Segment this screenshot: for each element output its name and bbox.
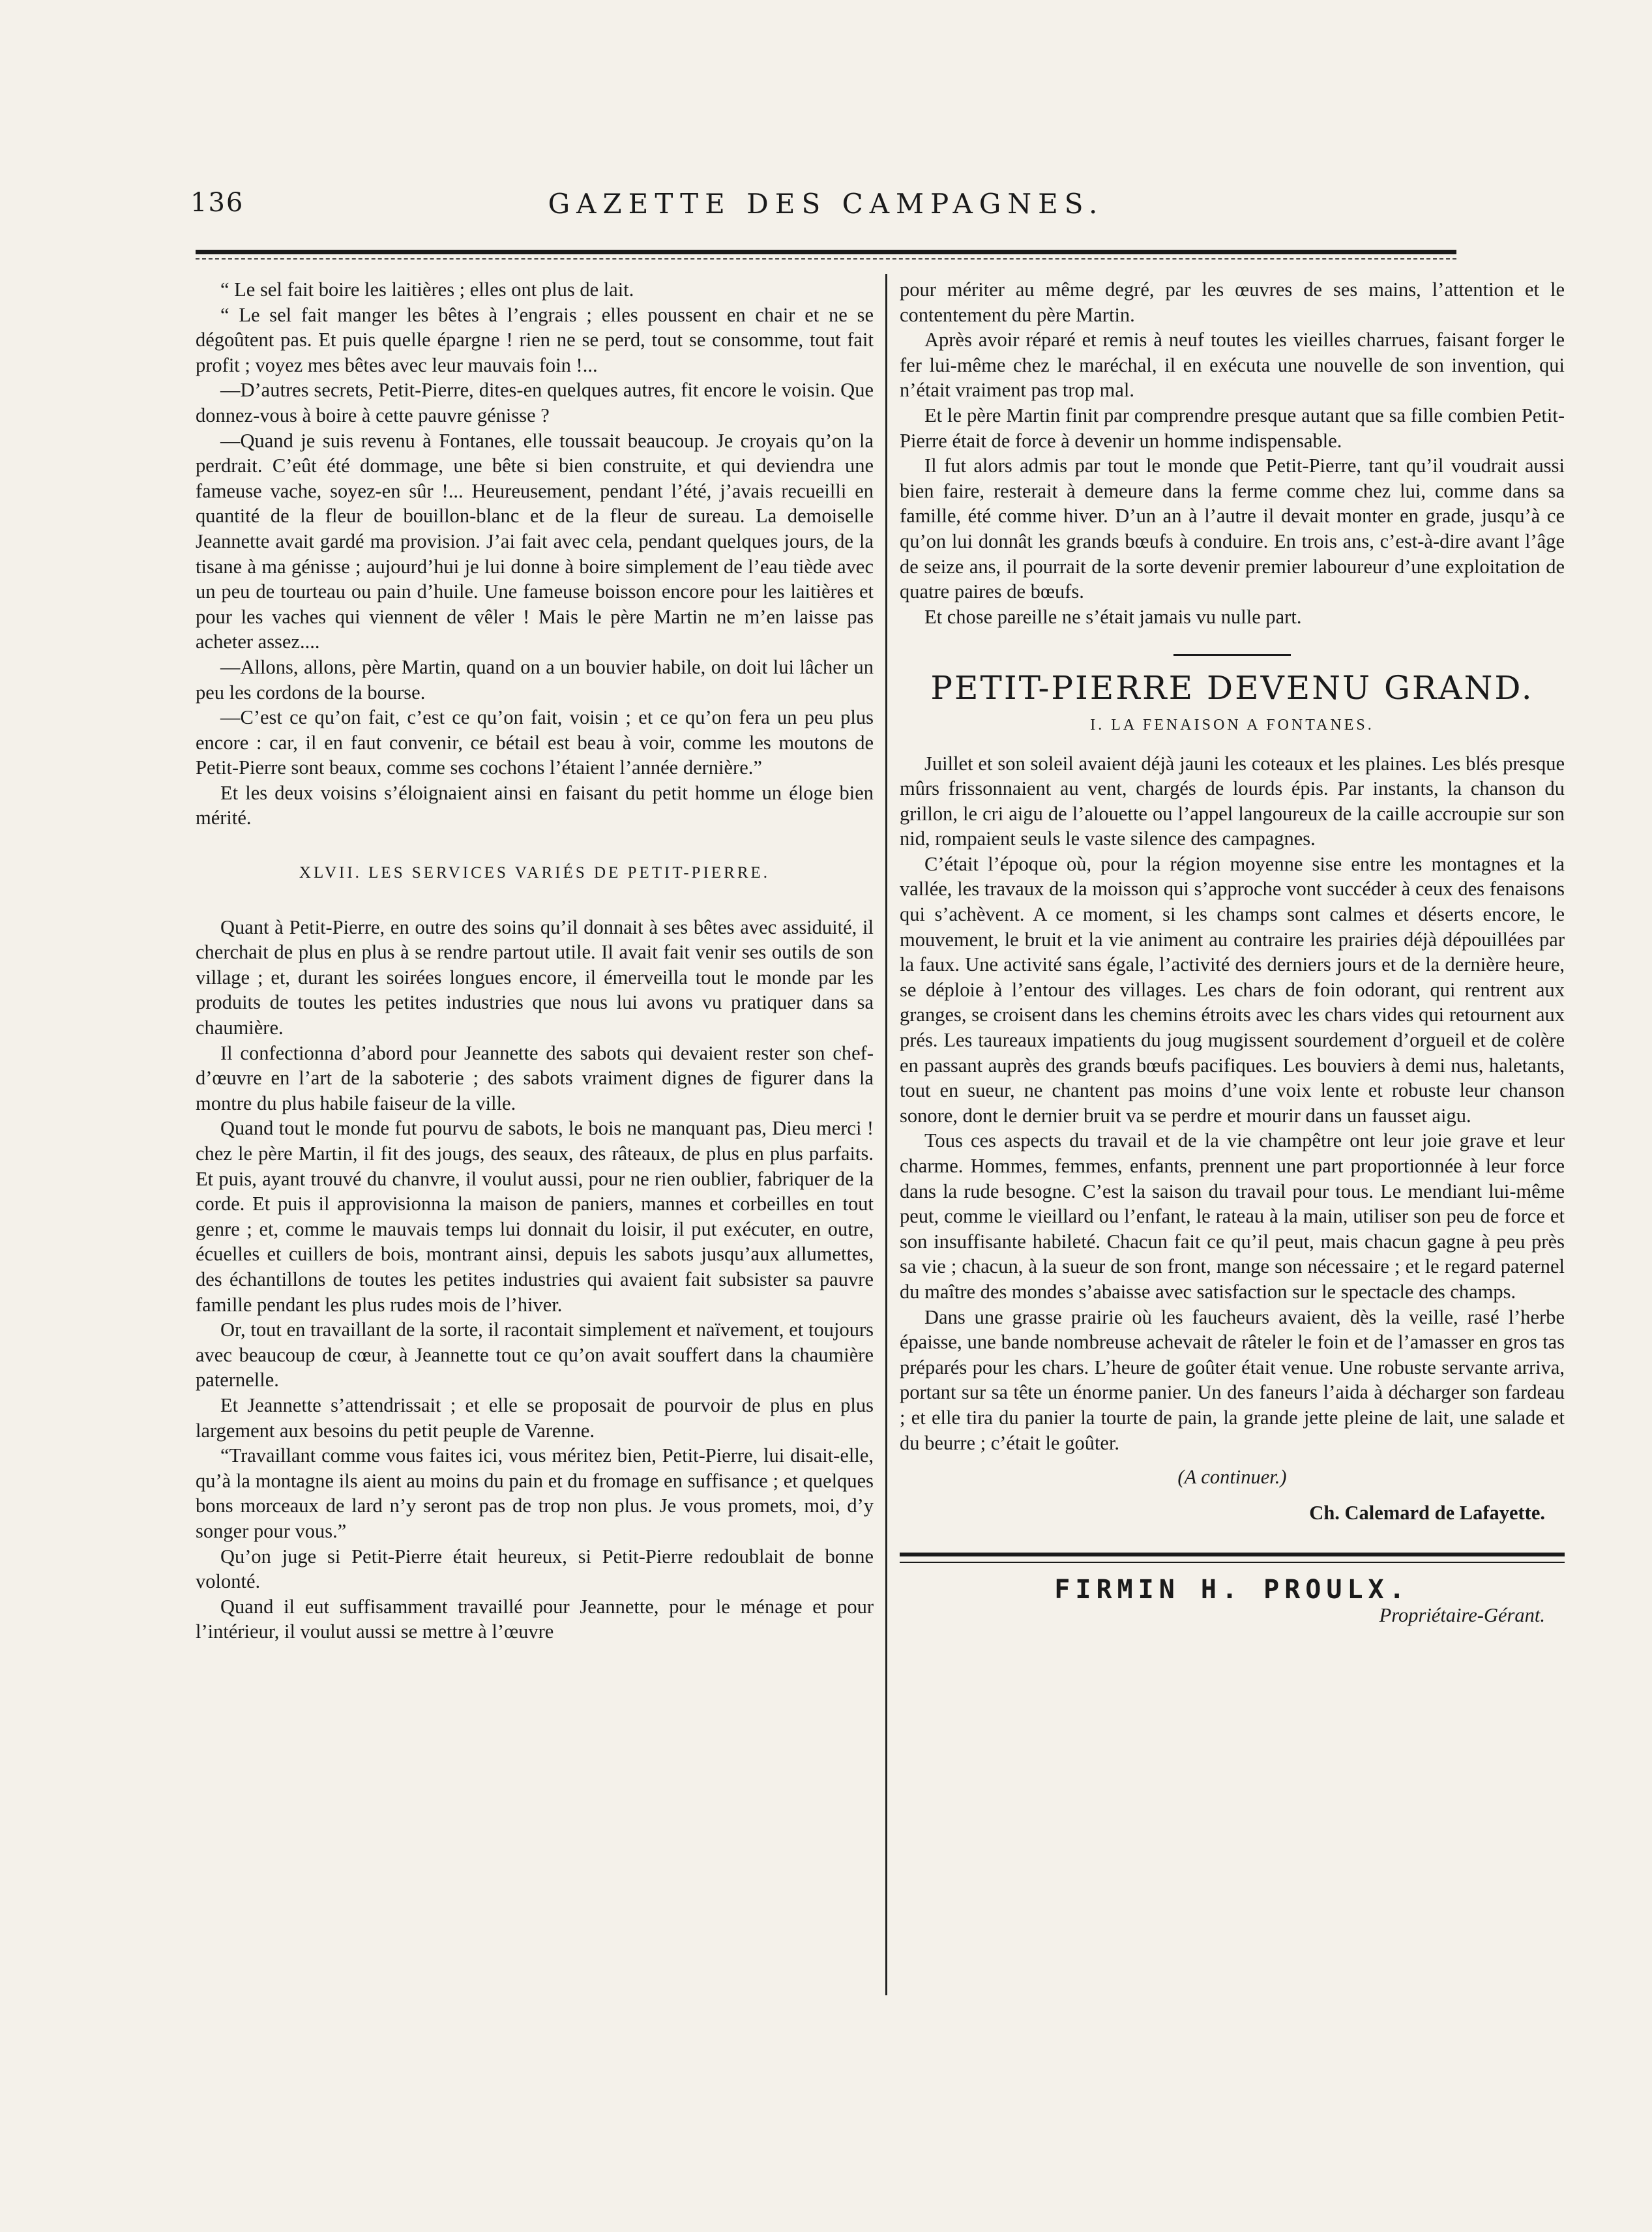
- header-rule: [196, 250, 1456, 254]
- left-paragraph-8: Quant à Petit-Pierre, en outre des soins qu’il donnait à ses bêtes avec assiduité, il cherchait de plus en plus à se rendre partout utile. Il avait fait venir ses outils de son village ; et, durant les soirées longues encore, il émerveilla tout le monde par les produits de toutes les petites industries que nous lui avons vu pratiquer dans sa chaumière.: [196, 915, 874, 1039]
- right-paragraph-2: Après avoir réparé et remis à neuf toutes les vieilles charrues, faisant forger le fer lui-même chez le maréchal, il en exécuta une nouvelle de son invention, qui n’était vraiment pas trop mal.: [900, 329, 1565, 402]
- right-paragraph-5: Et chose pareille ne s’était jamais vu nulle part.: [924, 605, 1302, 628]
- left-paragraph-15: Quand il eut suffisamment travaillé pour Jeannette, pour le ménage et pour l’intérieur, il voulut aussi se mettre à l’œuvre: [196, 1595, 874, 1643]
- header-rule-dashed: [196, 258, 1456, 260]
- left-paragraph-2: “ Le sel fait manger les bêtes à l’engrais ; elles poussent en chair et ne se dégoûtent pas. Et puis quelle épargne ! rien ne se perd, tout se consomme, tout fait profit ; voyez mes bêtes avec leur mauvais foin !...: [196, 303, 874, 376]
- right-paragraph-9: Dans une grasse prairie où les faucheurs avaient, dès la veille, rasé l’herbe épaisse, une bande nombreuse achevait de râteler le foin et de l’amasser en gros tas préparés pour les chars. L’heure de goûter était venue. Une robuste servante arriva, portant sur sa tête un énorme panier. Un des faneurs l’aida à décharger son fardeau ; et elle tira du panier la tourte de pain, la grande jette pleine de lait, une salade et du beurre ; c’était le goûter.: [900, 1305, 1565, 1454]
- right-paragraph-3: Et le père Martin finit par comprendre presque autant que sa fille combien Petit-Pierre était de force à devenir un homme indispensable.: [900, 404, 1565, 452]
- left-paragraph-13: “Travaillant comme vous faites ici, vous méritez bien, Petit-Pierre, lui disait-elle, qu’à la montagne ils aient au moins du pain et du fromage en suffisance ; et quelques bons morceaux de lard n’y seront pas de trop non plus. Je vous promets, moi, d’y songer pour vous.”: [196, 1444, 874, 1542]
- right-paragraph-8: Tous ces aspects du travail et de la vie champêtre ont leur joie grave et leur charme. Hommes, femmes, enfants, prennent une part proportionnée à leur force dans la rude besogne. C’est la saison du travail pour tous. Le mendiant lui-même peut, comme le vieillard ou l’enfant, le rateau à la main, utiliser son peu de force et son insuffisante habileté. Chacun fait ce qu’il peut, mais chacun gagne à peu près sa vie ; chacun, à la sueur de son front, mange son nécessaire ; et le regard paternel du maître des mondes s’abaisse avec satisfaction sur le spectacle des champs.: [900, 1129, 1565, 1303]
- author-signature: Ch. Calemard de Lafayette.: [1309, 1501, 1545, 1524]
- title-rule: [1173, 654, 1291, 656]
- left-paragraph-3: —D’autres secrets, Petit-Pierre, dites-en quelques autres, fit encore le voisin. Que donnez-vous à boire à cette pauvre génisse ?: [196, 379, 874, 426]
- right-paragraph-4: Il fut alors admis par tout le monde que Petit-Pierre, tant qu’il voudrait aussi bien faire, resterait à demeure dans la ferme comme chez lui, comme dans sa famille, été comme hiver. D’un an à l’autre il devait monter en grade, jusqu’à ce qu’on lui donnât les grands bœufs à conduire. En trois ans, c’est-à-dire avant l’âge de seize ans, il pourrait de la sorte devenir premier laboureur d’une exploitation de quatre paires de bœufs.: [900, 454, 1565, 603]
- right-paragraph-6: Juillet et son soleil avaient déjà jauni les coteaux et les plaines. Les blés presque mûrs frissonnaient au vent, chargés de lourds épis. Par instants, la chanson du grillon, le cri aigu de l’alouette ou l’appel langoureux de la caille accroupie sur son nid, rompaient seuls le vaste silence des campagnes.: [900, 752, 1565, 850]
- left-paragraph-11: Or, tout en travaillant de la sorte, il racontait simplement et naïvement, et toujours avec beaucoup de cœur, à Jeannette tout ce qu’on avait souffert dans la chaumière paternelle.: [196, 1318, 874, 1391]
- left-paragraph-1: “ Le sel fait boire les laitières ; elles ont plus de lait.: [220, 278, 634, 301]
- proprietor-role: Propriétaire-Gérant.: [1379, 1603, 1545, 1626]
- running-title: GAZETTE DES CAMPAGNES.: [548, 188, 1104, 220]
- footer-rule-thin: [900, 1562, 1565, 1563]
- page-number: 136: [190, 188, 244, 218]
- right-paragraph-7: C’était l’époque où, pour la région moyenne sise entre les montagnes et la vallée, les travaux de la moisson qui s’approche vont succéder à ceux des fenaisons qui s’achèvent. A ce moment, si les champs sont calmes et déserts encore, le mouvement, le bruit et la vie animent au contraire les prairies déjà dépouillées par la faux. Une activité sans égale, l’activité des derniers jours et de la dernière heure, se déploie à l’entour des villages. Les chars de foin odorant, qui rentrent aux granges, se croisent dans les chemins étroits avec les chars vides qui retournent aux prés. Les taureaux impatients du joug mugissent sourdement d’orgueil et de colère en passant auprès des grands bœufs pacifiques. Les bouviers à demi nus, haletants, tout en sueur, ne chantent pas moins d’une voix lente et robuste leur chanson sonore, dont le dernier bruit va se perdre et mourir dans un fausset aigu.: [900, 852, 1565, 1127]
- left-paragraph-9: Il confectionna d’abord pour Jeannette des sabots qui devaient rester son chef-d’œuvre en l’art de la saboterie ; des sabots vraiment dignes de figurer dans la montre du plus habile faiseur de la ville.: [196, 1041, 874, 1114]
- left-paragraph-4: —Quand je suis revenu à Fontanes, elle toussait beaucoup. Je croyais qu’on la perdrait. C’eût été dommage, une bête si bien construite, et qui deviendra une fameuse vache, soyez-en sûr !... Heureusement, pendant l’été, j’avais recueilli en quantité de la fleur de bouillon-blanc et de la fleur de sureau. La demoiselle Jeannette avait gardé ma provision. J’ai fait avec cela, pendant quelques jours, de la tisane à ma génisse ; aujourd’hui je lui donne à boire simplement de l’eau tiède avec un peu de tourteau ou pain d’huile. Une fameuse boisson encore pour les laitières et pour les vaches qui viennent de vêler ! Mais le père Martin ne m’en laisse pas acheter assez....: [196, 429, 874, 653]
- right-paragraph-1: pour mériter au même degré, par les œuvres de ses mains, l’attention et le contentement du père Martin.: [900, 278, 1565, 326]
- chapter-heading: I. LA FENAISON A FONTANES.: [1090, 716, 1374, 734]
- column-divider: [885, 274, 887, 1995]
- proprietor-name: FIRMIN H. PROULX.: [1054, 1575, 1410, 1605]
- left-paragraph-7: Et les deux voisins s’éloignaient ainsi en faisant du petit homme un éloge bien mérité.: [196, 781, 874, 829]
- left-paragraph-10: Quand tout le monde fut pourvu de sabots, le bois ne manquant pas, Dieu merci ! chez le père Martin, il fit des jougs, des seaux, des râteaux, de plus en plus parfaits. Et puis, ayant trouvé du chanvre, il voulut aussi, pour ne rien oublier, fabriquer de la corde. Et puis il approvisionna la maison de paniers, mannes et corbeilles en tout genre ; et, comme le mauvais temps lui donnait du loisir, il put exécuter, en outre, écuelles et cuillers de bois, montrant ainsi, depuis les sabots jusqu’aux allumettes, des échantillons de toutes les petites industries qui avaient fait subsister sa pauvre famille pendant les plus rudes mois de l’hiver.: [196, 1117, 874, 1316]
- section-heading: XLVII. LES SERVICES VARIÉS DE PETIT-PIERRE.: [299, 864, 771, 882]
- article-title: PETIT-PIERRE DEVENU GRAND.: [930, 669, 1534, 707]
- left-paragraph-14: Qu’on juge si Petit-Pierre était heureux, si Petit-Pierre redoublait de bonne volonté.: [196, 1545, 874, 1593]
- left-paragraph-5: —Allons, allons, père Martin, quand on a un bouvier habile, on doit lui lâcher un peu les cordons de la bourse.: [196, 655, 874, 704]
- right-column: [900, 277, 1565, 1628]
- left-column: [196, 277, 874, 1644]
- left-paragraph-12: Et Jeannette s’attendrissait ; et elle se proposait de pourvoir de plus en plus largement aux besoins du petit peuple de Varenne.: [196, 1393, 874, 1442]
- to-be-continued: (A continuer.): [1177, 1466, 1287, 1489]
- footer-rule: [900, 1553, 1565, 1556]
- left-paragraph-6: —C’est ce qu’on fait, c’est ce qu’on fait, voisin ; et ce qu’on fera un peu plus encore : car, il en faut convenir, ce bétail est beau à voir, comme les moutons de Petit-Pierre sont beaux, comme ses cochons l’étaient l’année dernière.”: [196, 706, 874, 779]
